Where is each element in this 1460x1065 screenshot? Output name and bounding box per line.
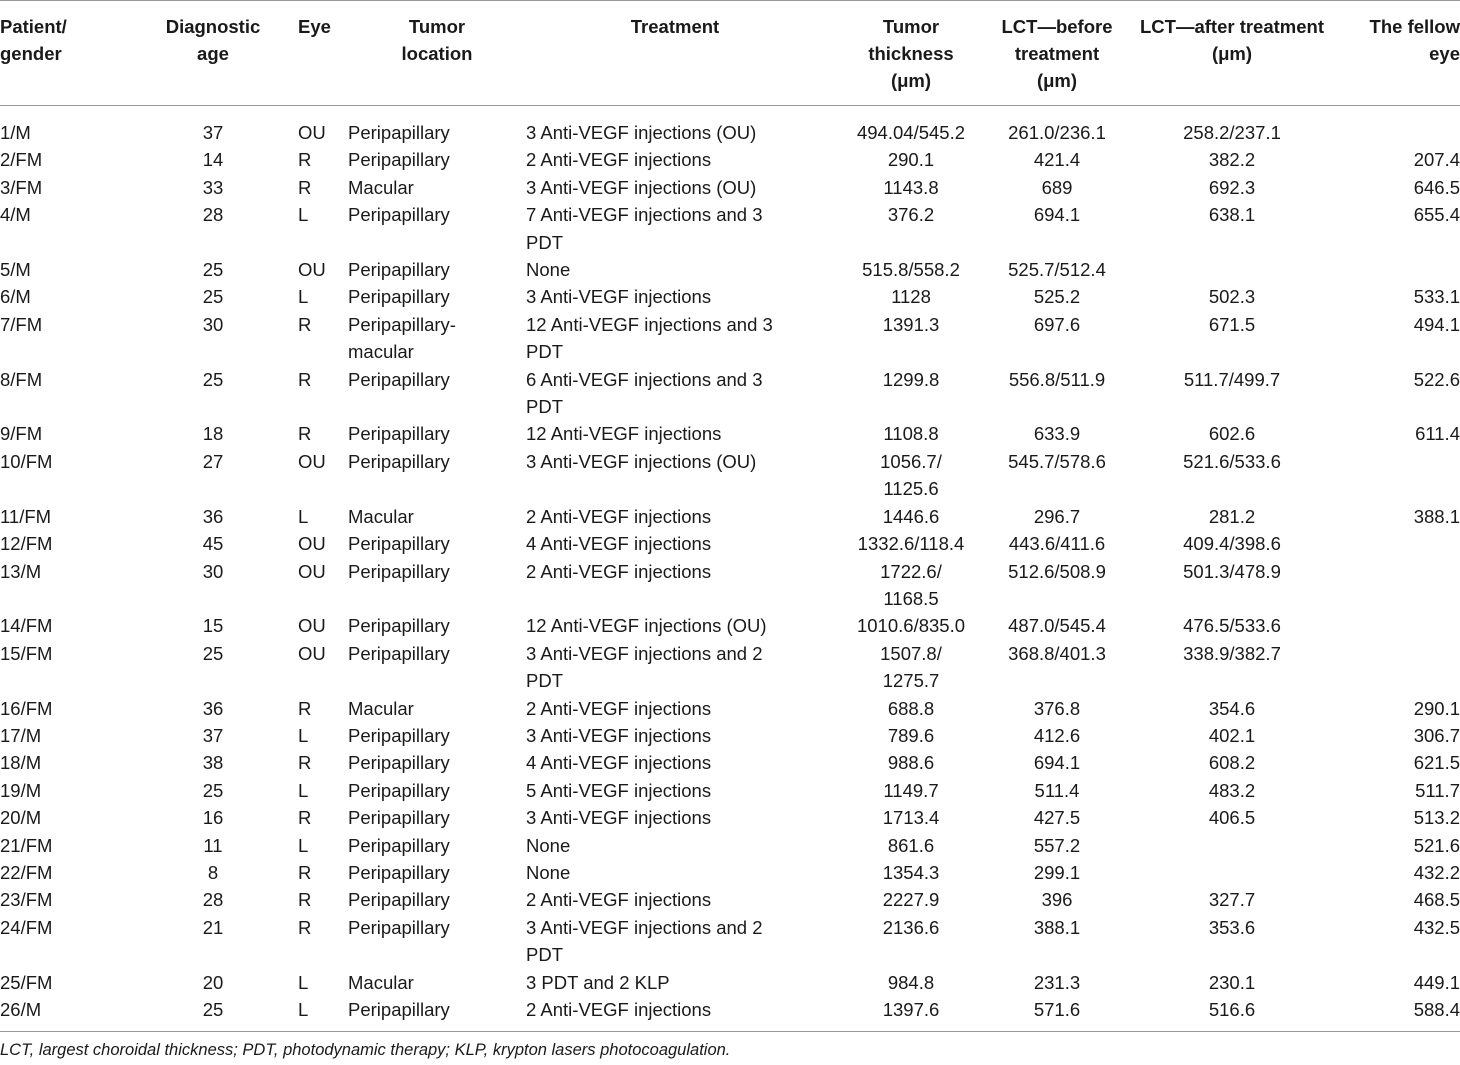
cell-fellow-eye: 521.6	[1413, 834, 1460, 856]
cell-tumor-location: Peripapillary	[348, 122, 450, 143]
cell-patient-gender: 24/FM	[0, 916, 53, 938]
cell-fellow-eye	[1348, 256, 1460, 283]
table-row	[0, 530, 1460, 557]
cell-treatment: 2 Anti-VEGF injections	[526, 505, 712, 527]
cell-fellow-eye: 388.1	[1413, 505, 1460, 527]
cell-tumor-location: Peripapillary- macular	[348, 313, 456, 363]
cell-treatment: 3 Anti-VEGF injections	[526, 286, 712, 308]
cell-lct-before: 556.8/511.9	[1008, 368, 1106, 390]
cell-treatment: 4 Anti-VEGF injections	[526, 533, 712, 555]
table-row	[0, 146, 1460, 173]
cell-treatment: 2 Anti-VEGF injections	[526, 889, 712, 911]
cell-lct-before: 694.1	[1033, 204, 1081, 226]
cell-tumor-thickness: 494.04/545.2	[856, 122, 966, 143]
header-diagnostic-age: Diagnostic age	[165, 16, 261, 64]
cell-lct-before: 299.1	[1033, 861, 1081, 883]
cell-diagnostic-age: 25	[202, 642, 224, 664]
cell-lct-before: 694.1	[1033, 752, 1081, 774]
cell-eye: R	[298, 861, 312, 883]
cell-diagnostic-age: 21	[202, 916, 224, 938]
cell-fellow-eye	[1348, 612, 1460, 639]
cell-tumor-thickness: 1149.7	[883, 779, 939, 801]
cell-tumor-thickness: 1332.6/118.4	[857, 533, 965, 555]
cell-diagnostic-age: 36	[202, 505, 224, 527]
cell-eye: L	[298, 286, 309, 308]
cell-treatment: 3 Anti-VEGF injections	[526, 724, 712, 746]
cell-patient-gender: 26/M	[0, 999, 42, 1020]
cell-tumor-thickness: 1354.3	[882, 861, 940, 883]
cell-fellow-eye: 290.1	[1413, 697, 1460, 719]
table-row	[0, 503, 1460, 530]
cell-eye: L	[298, 834, 309, 856]
cell-patient-gender: 9/FM	[0, 423, 43, 445]
cell-eye: OU	[298, 615, 326, 637]
cell-tumor-thickness: 1446.6	[882, 505, 940, 527]
table-row	[0, 612, 1460, 639]
table-row	[0, 283, 1460, 310]
cell-eye: L	[298, 779, 309, 801]
cell-tumor-location: Peripapillary	[348, 204, 450, 226]
cell-tumor-location: Macular	[348, 971, 414, 993]
cell-treatment: None	[526, 834, 571, 856]
cell-diagnostic-age: 28	[202, 889, 224, 911]
cell-tumor-thickness: 1391.3	[882, 313, 940, 335]
cell-fellow-eye	[1348, 530, 1460, 557]
cell-patient-gender: 22/FM	[0, 861, 53, 883]
header-patient-gender: Patient/ gender	[0, 16, 67, 64]
table-row	[0, 366, 1460, 421]
header-lct-before: LCT—before treatment (μm)	[1001, 16, 1113, 91]
cell-lct-after: 409.4/398.6	[1183, 533, 1281, 555]
cell-tumor-thickness: 290.1	[887, 149, 935, 171]
cell-lct-before: 296.7	[1033, 505, 1081, 527]
cell-eye: R	[298, 752, 312, 774]
cell-patient-gender: 5/M	[0, 259, 31, 281]
cell-treatment: 12 Anti-VEGF injections	[526, 423, 722, 445]
cell-lct-before: 376.8	[1033, 697, 1081, 719]
cell-tumor-location: Peripapillary	[348, 916, 450, 938]
table-row	[0, 859, 1460, 886]
cell-treatment: 3 Anti-VEGF injections	[526, 807, 712, 829]
cell-tumor-thickness: 1108.8	[883, 423, 939, 445]
cell-fellow-eye: 494.1	[1413, 313, 1460, 335]
cell-treatment: 3 PDT and 2 KLP	[526, 971, 670, 993]
cell-lct-before: 412.6	[1033, 724, 1081, 746]
table-row	[0, 106, 1460, 147]
cell-diagnostic-age: 15	[202, 615, 224, 637]
cell-fellow-eye: 513.2	[1413, 807, 1460, 829]
cell-treatment: 5 Anti-VEGF injections	[526, 779, 712, 801]
cell-treatment: 3 Anti-VEGF injections and 2 PDT	[526, 916, 763, 966]
cell-eye: L	[298, 724, 309, 746]
cell-fellow-eye	[1348, 640, 1460, 695]
cell-tumor-thickness: 1397.6	[882, 999, 940, 1020]
cell-eye: R	[298, 176, 312, 198]
table-row	[0, 695, 1460, 722]
cell-fellow-eye: 432.2	[1413, 861, 1460, 883]
cell-patient-gender: 16/FM	[0, 697, 53, 719]
cell-lct-after	[1116, 859, 1348, 886]
cell-patient-gender: 20/M	[0, 807, 42, 829]
cell-diagnostic-age: 36	[202, 697, 224, 719]
table-row	[0, 969, 1460, 996]
cell-lct-after: 338.9/382.7	[1183, 642, 1281, 664]
cell-lct-before: 512.6/508.9	[1008, 560, 1106, 582]
cell-lct-after: 476.5/533.6	[1183, 615, 1281, 637]
cell-tumor-location: Peripapillary	[348, 560, 450, 582]
cell-eye: OU	[298, 560, 326, 582]
cell-diagnostic-age: 30	[202, 313, 224, 335]
cell-patient-gender: 6/M	[0, 286, 31, 308]
table-row	[0, 832, 1460, 859]
cell-patient-gender: 8/FM	[0, 368, 43, 390]
cell-tumor-location: Peripapillary	[348, 834, 450, 856]
cell-treatment: None	[526, 861, 571, 883]
cell-treatment: 2 Anti-VEGF injections	[526, 999, 712, 1020]
cell-diagnostic-age: 14	[202, 149, 224, 171]
cell-eye: R	[298, 423, 312, 445]
cell-tumor-thickness: 984.8	[887, 971, 935, 993]
cell-treatment: 3 Anti-VEGF injections (OU)	[526, 450, 757, 472]
cell-fellow-eye: 449.1	[1413, 971, 1460, 993]
cell-lct-after: 327.7	[1208, 889, 1256, 911]
table-footnote: LCT, largest choroidal thickness; PDT, photodynamic therapy; KLP, krypton lasers photocoagulation.	[0, 1041, 731, 1059]
cell-fellow-eye: 533.1	[1413, 286, 1460, 308]
cell-tumor-thickness: 988.6	[887, 752, 935, 774]
cell-treatment: 12 Anti-VEGF injections (OU)	[526, 615, 767, 637]
cell-lct-after: 501.3/478.9	[1183, 560, 1281, 582]
cell-lct-before: 571.6	[1033, 999, 1081, 1020]
cell-patient-gender: 23/FM	[0, 889, 53, 911]
table-row	[0, 311, 1460, 366]
cell-patient-gender: 21/FM	[0, 834, 53, 856]
cell-tumor-location: Peripapillary	[348, 286, 450, 308]
cell-tumor-location: Peripapillary	[348, 450, 450, 472]
cell-tumor-location: Peripapillary	[348, 149, 450, 171]
cell-diagnostic-age: 28	[202, 204, 224, 226]
cell-tumor-thickness: 688.8	[887, 697, 935, 719]
cell-patient-gender: 18/M	[0, 752, 42, 774]
cell-diagnostic-age: 20	[202, 971, 224, 993]
cell-tumor-location: Macular	[348, 176, 414, 198]
cell-treatment: 3 Anti-VEGF injections (OU)	[526, 176, 757, 198]
table-row	[0, 914, 1460, 969]
cell-tumor-location: Peripapillary	[348, 533, 450, 555]
cell-lct-after: 230.1	[1208, 971, 1256, 993]
cell-tumor-thickness: 1507.8/ 1275.7	[880, 642, 942, 692]
cell-lct-after: 671.5	[1208, 313, 1256, 335]
cell-lct-after: 516.6	[1208, 999, 1256, 1020]
table-row	[0, 174, 1460, 201]
header-treatment: Treatment	[630, 16, 720, 37]
cell-fellow-eye: 468.5	[1413, 889, 1460, 911]
cell-fellow-eye: 432.5	[1413, 916, 1460, 938]
cell-patient-gender: 15/FM	[0, 642, 53, 664]
header-eye: Eye	[298, 16, 331, 37]
cell-lct-before: 388.1	[1033, 916, 1081, 938]
cell-eye: OU	[298, 259, 326, 281]
cell-tumor-location: Peripapillary	[348, 807, 450, 829]
cell-diagnostic-age: 16	[202, 807, 224, 829]
cell-tumor-thickness: 2227.9	[882, 889, 940, 911]
cell-eye: R	[298, 889, 312, 911]
cell-lct-after: 258.2/237.1	[1183, 122, 1281, 143]
cell-diagnostic-age: 37	[202, 724, 224, 746]
cell-diagnostic-age: 8	[207, 861, 219, 883]
cell-tumor-location: Peripapillary	[348, 642, 450, 664]
cell-lct-after: 402.1	[1208, 724, 1256, 746]
cell-eye: R	[298, 149, 312, 171]
cell-treatment: 4 Anti-VEGF injections	[526, 752, 712, 774]
cell-eye: OU	[298, 533, 326, 555]
cell-lct-after: 502.3	[1208, 286, 1256, 308]
cell-lct-before: 689	[1041, 176, 1073, 198]
cell-patient-gender: 7/FM	[0, 313, 43, 335]
cell-patient-gender: 14/FM	[0, 615, 53, 637]
cell-tumor-location: Macular	[348, 505, 414, 527]
cell-tumor-thickness: 1143.8	[883, 176, 939, 198]
cell-treatment: 2 Anti-VEGF injections	[526, 697, 712, 719]
cell-lct-after: 354.6	[1208, 697, 1256, 719]
cell-eye: OU	[298, 122, 326, 143]
cell-patient-gender: 11/FM	[0, 505, 52, 527]
cell-treatment: 12 Anti-VEGF injections and 3 PDT	[526, 313, 773, 363]
cell-treatment: 7 Anti-VEGF injections and 3 PDT	[526, 204, 763, 253]
cell-eye: L	[298, 999, 309, 1020]
cell-tumor-thickness: 2136.6	[882, 916, 940, 938]
cell-diagnostic-age: 25	[202, 779, 224, 801]
cell-treatment: 3 Anti-VEGF injections and 2 PDT	[526, 642, 763, 692]
table-body	[0, 106, 1460, 1032]
cell-patient-gender: 25/FM	[0, 971, 53, 993]
cell-patient-gender: 17/M	[0, 724, 42, 746]
cell-patient-gender: 13/M	[0, 560, 42, 582]
cell-fellow-eye: 655.4	[1413, 204, 1460, 226]
cell-lct-before: 525.7/512.4	[1008, 259, 1106, 281]
table-row	[0, 201, 1460, 256]
cell-lct-after: 483.2	[1208, 779, 1256, 801]
cell-lct-after: 406.5	[1208, 807, 1256, 829]
table-row	[0, 777, 1460, 804]
cell-tumor-location: Peripapillary	[348, 779, 450, 801]
cell-treatment: 3 Anti-VEGF injections (OU)	[526, 122, 757, 143]
cell-fellow-eye: 621.5	[1413, 752, 1460, 774]
cell-diagnostic-age: 25	[202, 286, 224, 308]
table-header	[0, 1, 1460, 106]
cell-lct-before: 368.8/401.3	[1008, 642, 1106, 664]
table-row	[0, 420, 1460, 447]
table-row	[0, 448, 1460, 503]
cell-fellow-eye: 611.4	[1415, 423, 1460, 445]
table-row	[0, 722, 1460, 749]
header-fellow-eye: The fellow eye	[1369, 16, 1460, 64]
cell-diagnostic-age: 25	[202, 999, 224, 1020]
cell-diagnostic-age: 45	[202, 533, 224, 555]
cell-tumor-location: Peripapillary	[348, 368, 450, 390]
table-row	[0, 749, 1460, 776]
cell-lct-before: 261.0/236.1	[1008, 122, 1106, 143]
cell-fellow-eye: 646.5	[1413, 176, 1460, 198]
cell-tumor-thickness: 1722.6/ 1168.5	[880, 560, 942, 609]
cell-tumor-location: Peripapillary	[348, 752, 450, 774]
cell-diagnostic-age: 18	[202, 423, 224, 445]
cell-fellow-eye	[1348, 558, 1460, 613]
cell-eye: R	[298, 916, 312, 938]
cell-fellow-eye: 588.4	[1413, 999, 1460, 1020]
cell-lct-before: 231.3	[1033, 971, 1081, 993]
cell-diagnostic-age: 25	[202, 368, 224, 390]
cell-eye: R	[298, 807, 312, 829]
cell-eye: OU	[298, 642, 326, 664]
header-tumor-thickness: Tumor thickness (μm)	[868, 16, 954, 91]
cell-tumor-thickness: 1056.7/ 1125.6	[880, 450, 942, 500]
cell-patient-gender: 3/FM	[0, 176, 43, 198]
cell-treatment: 6 Anti-VEGF injections and 3 PDT	[526, 368, 763, 418]
cell-lct-after: 638.1	[1208, 204, 1256, 226]
cell-lct-before: 525.2	[1033, 286, 1081, 308]
cell-lct-after: 511.7/499.7	[1183, 368, 1281, 390]
cell-fellow-eye: 306.7	[1413, 724, 1460, 746]
cell-eye: OU	[298, 450, 326, 472]
cell-lct-before: 421.4	[1033, 149, 1081, 171]
cell-fellow-eye	[1348, 106, 1460, 147]
cell-tumor-location: Peripapillary	[348, 889, 450, 911]
cell-tumor-location: Macular	[348, 697, 414, 719]
cell-lct-after: 353.6	[1208, 916, 1256, 938]
cell-eye: R	[298, 368, 312, 390]
cell-tumor-location: Peripapillary	[348, 615, 450, 637]
cell-tumor-thickness: 515.8/558.2	[862, 259, 960, 281]
cell-patient-gender: 1/M	[0, 122, 31, 143]
cell-eye: R	[298, 697, 312, 719]
cell-diagnostic-age: 33	[202, 176, 224, 198]
cell-lct-before: 557.2	[1033, 834, 1081, 856]
cell-tumor-location: Peripapillary	[348, 999, 450, 1020]
cell-lct-after	[1116, 832, 1348, 859]
cell-tumor-thickness: 861.6	[887, 834, 935, 856]
cell-fellow-eye: 522.6	[1413, 368, 1460, 390]
cell-tumor-location: Peripapillary	[348, 861, 450, 883]
cell-treatment: None	[526, 259, 571, 281]
cell-lct-before: 633.9	[1033, 423, 1081, 445]
cell-tumor-location: Peripapillary	[348, 423, 450, 445]
header-row	[0, 1, 1460, 106]
cell-lct-after: 521.6/533.6	[1183, 450, 1281, 472]
table-row	[0, 558, 1460, 613]
cell-patient-gender: 4/M	[0, 204, 31, 226]
cell-diagnostic-age: 11	[203, 834, 223, 856]
cell-patient-gender: 19/M	[0, 779, 42, 801]
cell-patient-gender: 2/FM	[0, 149, 43, 171]
cell-lct-after: 608.2	[1208, 752, 1256, 774]
cell-lct-before: 396	[1041, 889, 1073, 911]
cell-treatment: 2 Anti-VEGF injections	[526, 560, 712, 582]
cell-tumor-thickness: 1299.8	[882, 368, 940, 390]
cell-patient-gender: 10/FM	[0, 450, 53, 472]
cell-lct-before: 511.4	[1034, 779, 1080, 801]
cell-lct-before: 443.6/411.6	[1008, 533, 1106, 555]
cell-tumor-location: Peripapillary	[348, 724, 450, 746]
cell-eye: R	[298, 313, 312, 335]
cell-lct-after: 382.2	[1208, 149, 1256, 171]
cell-lct-after: 281.2	[1208, 505, 1256, 527]
cell-lct-after	[1116, 256, 1348, 283]
cell-tumor-thickness: 1713.4	[882, 807, 940, 829]
table-row	[0, 804, 1460, 831]
header-lct-after: LCT—after treatment (μm)	[1140, 16, 1324, 64]
cell-diagnostic-age: 37	[202, 122, 224, 143]
cell-diagnostic-age: 30	[202, 560, 224, 582]
header-tumor-location: Tumor location	[401, 16, 473, 64]
table-row	[0, 996, 1460, 1032]
cell-lct-after: 692.3	[1208, 176, 1256, 198]
cell-tumor-thickness: 789.6	[887, 724, 935, 746]
table-row	[0, 886, 1460, 913]
cell-lct-after: 602.6	[1208, 423, 1256, 445]
table-row	[0, 256, 1460, 283]
cell-eye: L	[298, 971, 309, 993]
cell-lct-before: 427.5	[1033, 807, 1081, 829]
table-row	[0, 640, 1460, 695]
cell-diagnostic-age: 27	[202, 450, 224, 472]
cell-eye: L	[298, 505, 309, 527]
cell-tumor-thickness: 1010.6/835.0	[856, 615, 966, 637]
cell-lct-before: 545.7/578.6	[1008, 450, 1106, 472]
cell-diagnostic-age: 25	[202, 259, 224, 281]
cell-lct-before: 487.0/545.4	[1008, 615, 1106, 637]
cell-lct-before: 697.6	[1033, 313, 1081, 335]
cell-tumor-location: Peripapillary	[348, 259, 450, 281]
cell-patient-gender: 12/FM	[0, 533, 53, 555]
cell-fellow-eye	[1348, 448, 1460, 503]
cell-treatment: 2 Anti-VEGF injections	[526, 149, 712, 171]
cell-fellow-eye: 207.4	[1413, 149, 1460, 171]
cell-diagnostic-age: 38	[202, 752, 224, 774]
cell-tumor-thickness: 376.2	[887, 204, 935, 226]
cell-fellow-eye: 511.7	[1415, 779, 1460, 801]
cell-tumor-thickness: 1128	[891, 286, 931, 308]
cell-eye: L	[298, 204, 309, 226]
